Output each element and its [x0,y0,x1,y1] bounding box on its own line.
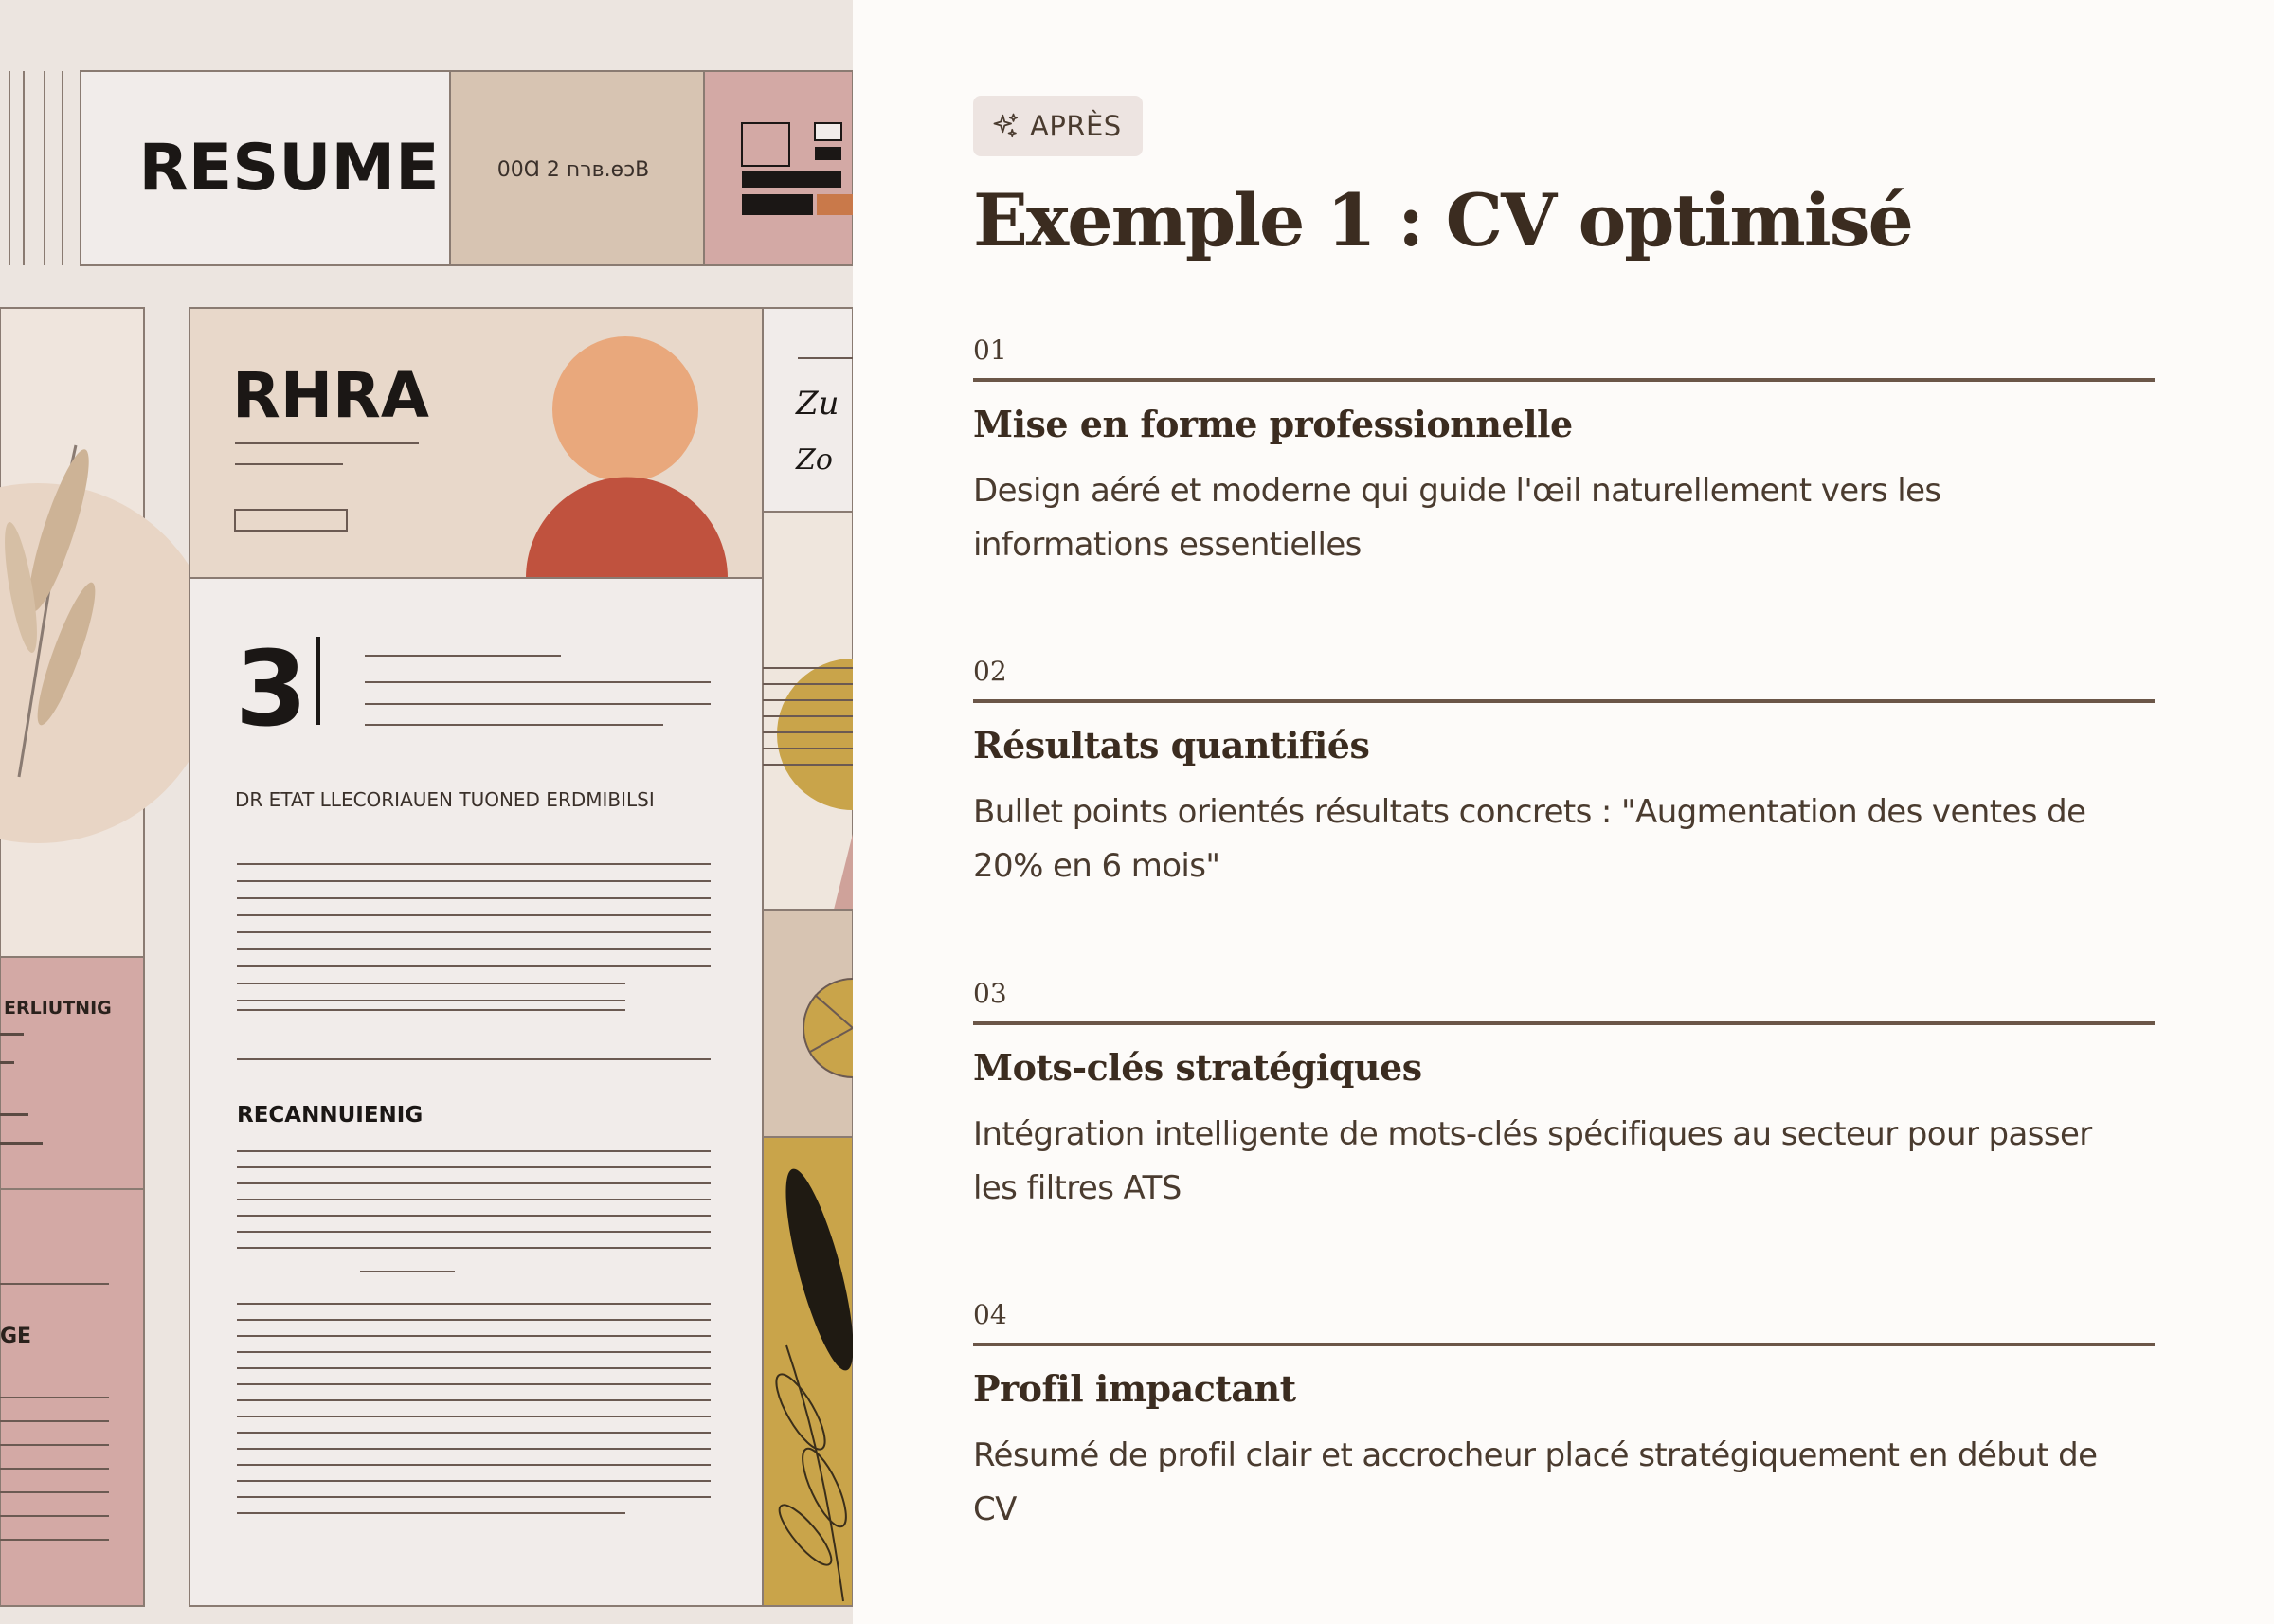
item-divider [973,699,2155,703]
item-divider [973,378,2155,382]
item-divider [973,1021,2155,1025]
feature-item-4 [973,1291,2155,1537]
big-number: 3 [235,628,308,749]
resume-collage [0,0,853,1624]
item-heading: Résultats quantifiés [973,724,1370,767]
item-description: Bullet points orientés résultats concrets : "Augmentation des ventes de 20% en 6 mois" [973,793,2086,885]
feature-item-2 [973,648,2155,893]
item-divider [973,1343,2155,1346]
script-text-2: Zo [796,443,833,477]
header-code: 00Ɑ 2 רחв.ɵɔВ [496,158,650,182]
after-badge [973,96,1143,156]
section-title: RHRA [232,359,429,432]
feature-item-1 [973,327,2155,572]
badge-label: APRÈS [1030,110,1122,142]
item-number: 04 [973,1299,1007,1330]
item-heading: Mots-clés stratégiques [973,1046,1422,1089]
illustration-caption: DR ETAT LLECORIAUEN TUONED ERDMIBILSI [235,788,655,811]
resume-illustration [0,0,853,1624]
item-number: 03 [973,978,1007,1009]
subsection-title: RECANNUIENIG [237,1103,424,1128]
feature-item-3 [973,970,2155,1216]
item-description: Intégration intelligente de mots-clés spécifiques au secteur pour passer les filtres ATS [973,1115,2092,1207]
sparkles-icon [992,112,1020,140]
item-number: 01 [973,334,1007,366]
side-heading-1: ERLIUTNIG [4,998,112,1019]
item-description: Résumé de profil clair et accrocheur placé stratégiquement en début de CV [973,1436,2098,1528]
page-title: Exemple 1 : CV optimisé [973,178,1912,262]
item-description: Design aéré et moderne qui guide l'œil naturellement vers les informations essentielles [973,472,1941,564]
item-heading: Profil impactant [973,1367,1296,1410]
side-heading-2: GE [0,1325,32,1348]
script-text-1: Zu [796,385,839,423]
content-panel [973,0,2157,1624]
item-number: 02 [973,656,1007,687]
resume-title: RESUME [138,131,440,206]
item-heading: Mise en forme professionnelle [973,403,1573,445]
